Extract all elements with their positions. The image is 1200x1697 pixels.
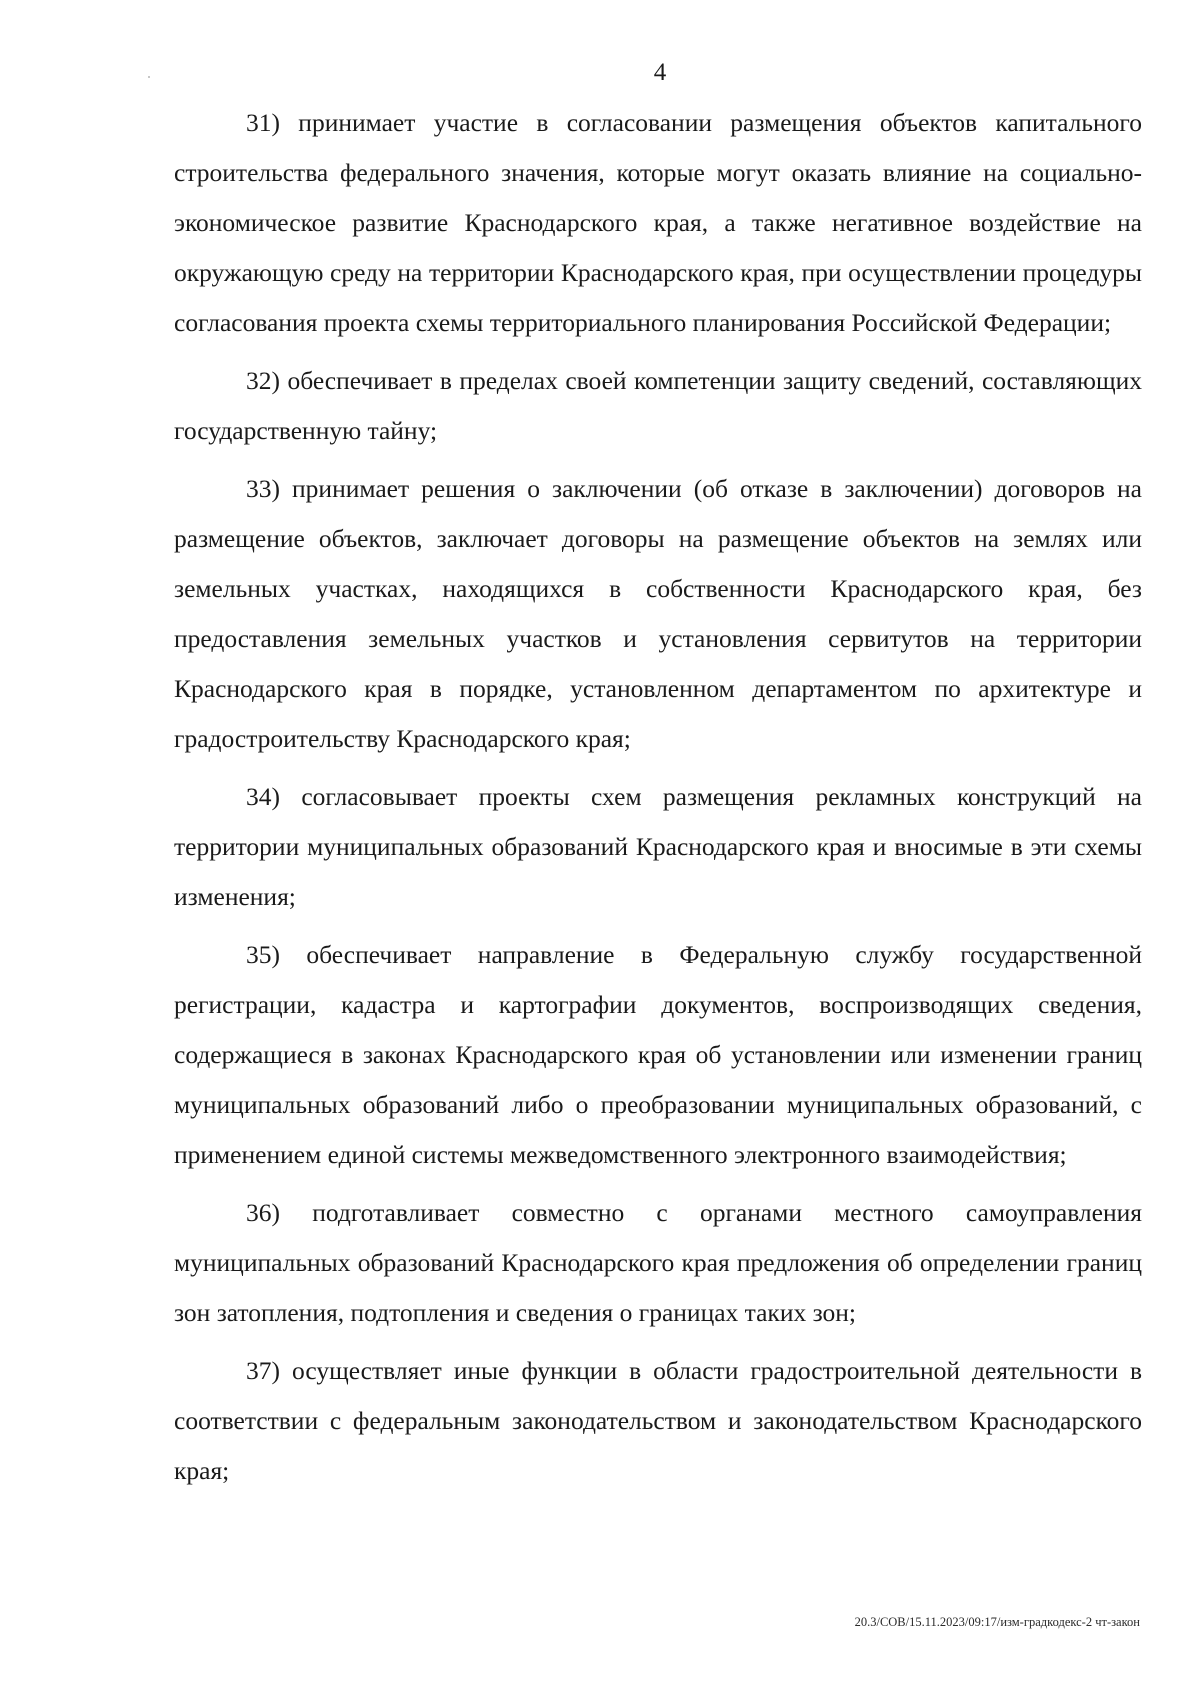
paragraph-32: 32) обеспечивает в пределах своей компетенции защиту сведений, составляющих государственную тайну; [174, 366, 1142, 445]
paragraph-37: 37) осуществляет иные функции в области градостроительной деятельности в соответствии с федеральным законодательством и законодательством Краснодарского края; [174, 1356, 1142, 1485]
document-footer-code: 20.3/СОВ/15.11.2023/09:17/изм-градкодекс-2 чт-закон [854, 1615, 1140, 1629]
document-body [174, 98, 1142, 1504]
paragraph-31: 31) принимает участие в согласовании размещения объектов капитального строительства федерального значения, которые могут оказать влияние на социально-экономическое развитие Краснодарского края, а также негативное воздействие на окружающую среду на территории Краснодарского края, при осуществлении процедуры согласования проекта схемы территориального планирования Российской Федерации; [174, 108, 1142, 337]
page-number: 4 [653, 59, 667, 86]
paragraph-34: 34) согласовывает проекты схем размещения рекламных конструкций на территории муниципальных образований Краснодарского края и вносимые в эти схемы изменения; [174, 782, 1142, 911]
paragraph-33: 33) принимает решения о заключении (об отказе в заключении) договоров на размещение объектов, заключает договоры на размещение объектов на землях или земельных участках, находящихся в собственности Краснодарского края, без предоставления земельных участков и установления сервитутов на территории Краснодарского края в порядке, установленном департаментом по архитектуре и градостроительству Краснодарского края; [174, 474, 1142, 753]
paragraph-36: 36) подготавливает совместно с органами местного самоуправления муниципальных образований Краснодарского края предложения об определении границ зон затопления, подтопления и сведения о границах таких зон; [174, 1198, 1142, 1327]
paragraph-35: 35) обеспечивает направление в Федеральную службу государственной регистрации, кадастра и картографии документов, воспроизводящих сведения, содержащиеся в законах Краснодарского края об установлении или изменении границ муниципальных образований либо о преобразовании муниципальных образований, с применением единой системы межведомственного электронного взаимодействия; [174, 940, 1142, 1169]
